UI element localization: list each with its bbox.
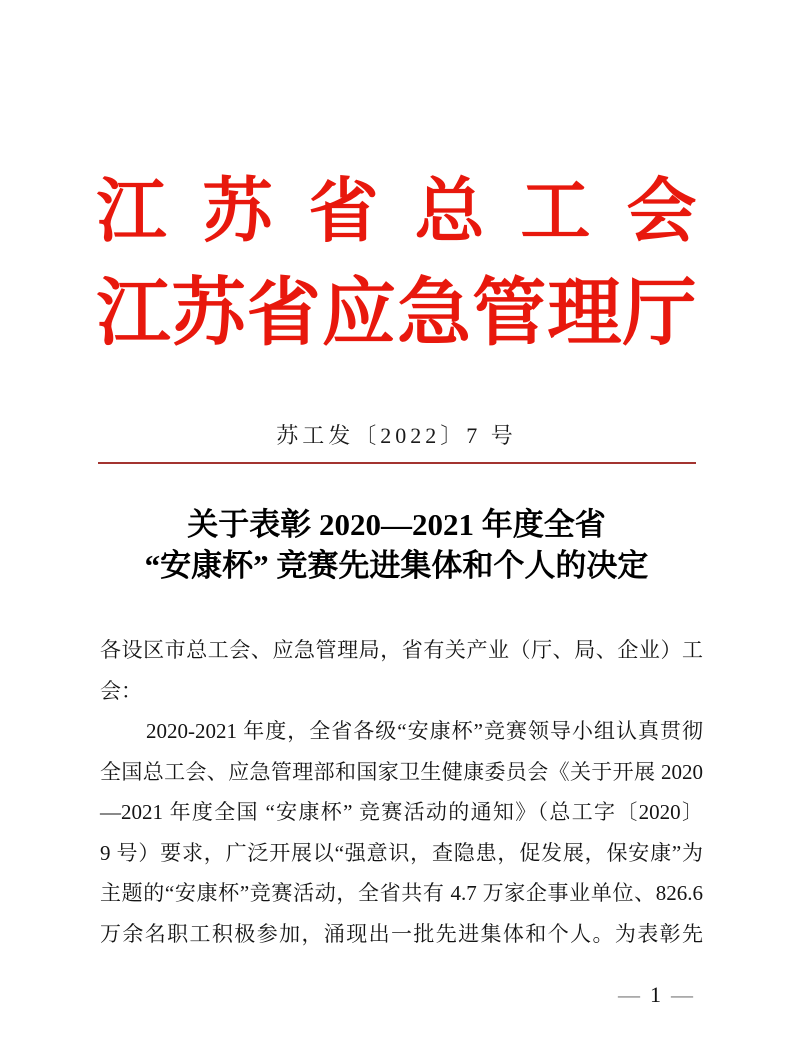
org-name-char: 苏: [202, 174, 273, 251]
org-name-char: 省: [308, 174, 379, 251]
document-title-line-2: “安康杯” 竞赛先进集体和个人的决定: [144, 548, 649, 583]
org-name-char: 厅: [622, 273, 697, 355]
body-line: 万余名职工积极参加，涌现出一批先进集体和个人。为表彰先: [100, 921, 703, 946]
body-line-salutation: 各设区市总工会、应急管理局，省有关产业（厅、局、企业）工: [100, 638, 703, 662]
body-line: 9 号）要求，广泛开展以“强意识，查隐患，促发展，保安康”为: [100, 840, 703, 865]
org-name-char: 工: [520, 174, 591, 251]
org-name-char: 苏: [171, 273, 246, 355]
org-name-char: 会: [626, 174, 697, 251]
org-name-char: 应: [321, 273, 396, 355]
org-name-line-2: [96, 273, 697, 355]
body-line-salutation-end: 会：: [100, 678, 142, 703]
document-body: [100, 630, 703, 954]
page-number-dash-left: —: [618, 982, 640, 1007]
body-line: 全国总工会、应急管理部和国家卫生健康委员会《关于开展 2020: [100, 759, 703, 784]
letterhead: [96, 0, 697, 355]
org-name-char: 总: [414, 174, 485, 251]
body-line: 2020-2021 年度，全省各级“安康杯”竞赛领导小组认真贯彻: [146, 719, 703, 743]
org-name-char: 省: [246, 273, 321, 355]
body-line: —2021 年度全国 “安康杯” 竞赛活动的通知》（总工字〔2020〕: [100, 800, 703, 824]
document-title: [0, 504, 793, 586]
org-name-char: 管: [472, 273, 547, 355]
org-name-char: 江: [96, 174, 167, 251]
red-divider-line: [98, 462, 696, 464]
org-name-char: 急: [397, 273, 472, 355]
document-title-line-1: 关于表彰 2020—2021 年度全省: [187, 507, 606, 542]
page-number: [618, 982, 693, 1008]
page-number-value: 1: [650, 982, 661, 1007]
org-name-char: 理: [547, 273, 622, 355]
page-number-dash-right: —: [671, 982, 693, 1007]
document-number: 苏工发〔2022〕7 号: [276, 423, 517, 448]
org-name-char: 江: [96, 273, 171, 355]
org-name-line-1: [96, 174, 697, 251]
body-line: 主题的“安康杯”竞赛活动，全省共有 4.7 万家企事业单位、826.6: [100, 881, 703, 905]
